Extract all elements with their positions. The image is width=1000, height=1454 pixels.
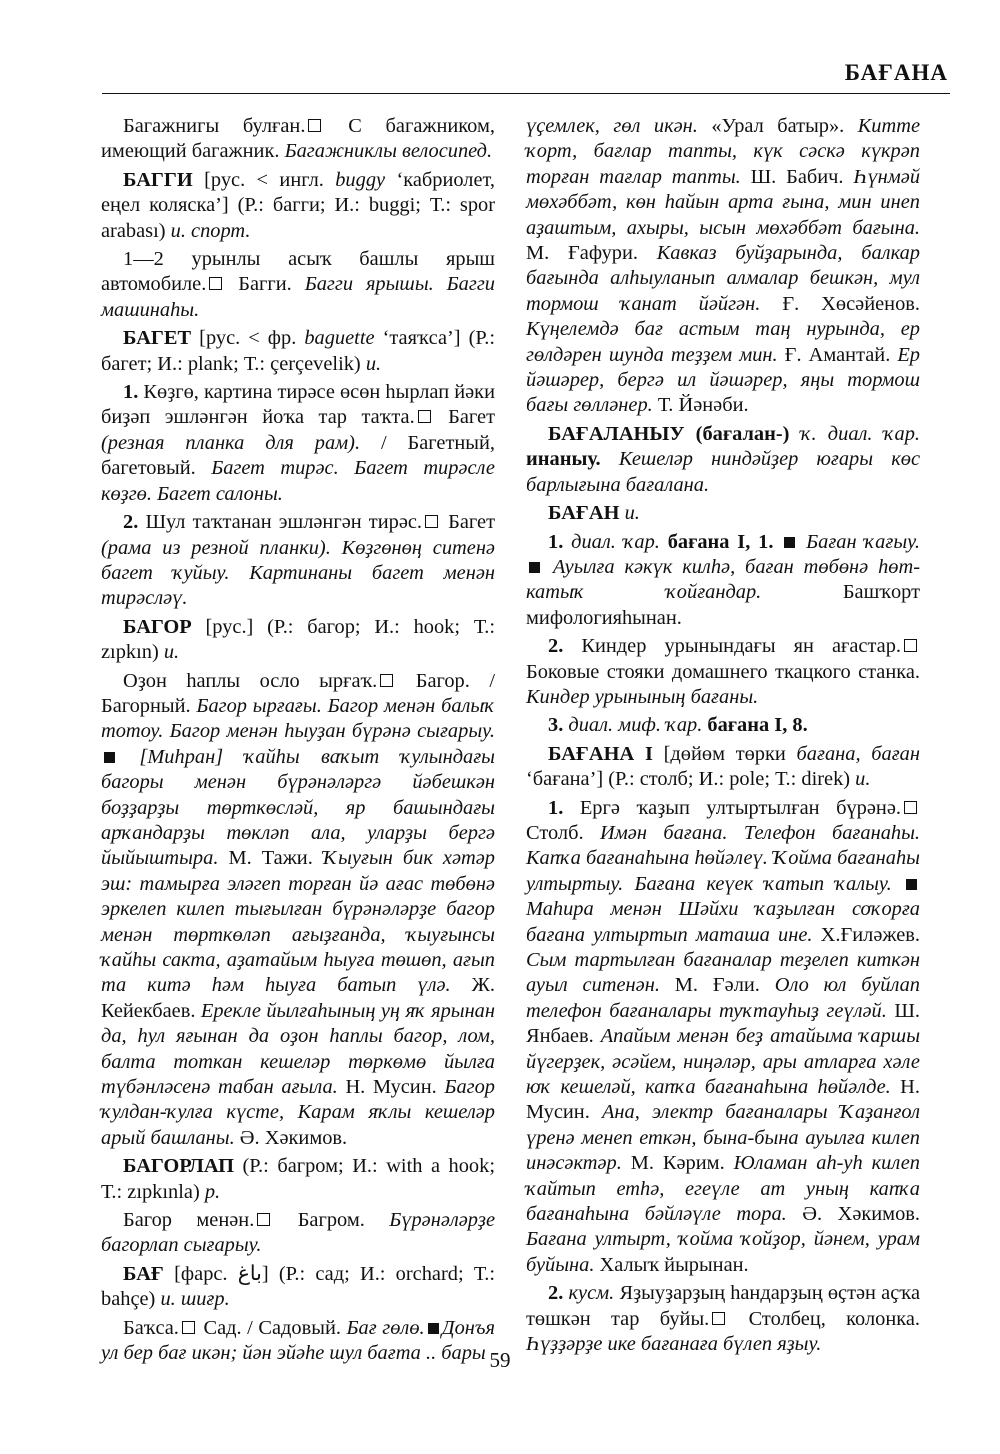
sense: Багор менән. Багром. Бүрәнәләрҙе багорлап сығарыу. (101, 1209, 496, 1257)
headword: БАҒАН (548, 502, 620, 525)
sense: Баҡса. Сад. / Садовый. Бағ гөлө. Донъя ул бер бағ икән; йән эйәһе шул бағта .. бары (101, 1316, 495, 1365)
entry-bagalanyu: БАҒАЛАНЫУ (бағалан-) ҡ. диал. ҡар. инаныу. Кешеләр ниндәйҙер юғары көс барлығына бағалана. (526, 422, 920, 496)
page-number: 59 (489, 1348, 511, 1372)
sense: 1. Көҙгө, картина тирәсе өсөн һырлап йәки биҙәп эшләнгән йоҡа тар таҡта. Багет (резная планка для рам). / Багетный, багетовый. Багет тирәс. Багет тирәсле көҙгө. Багет салоны. (101, 381, 495, 505)
black-square-icon (529, 562, 540, 573)
black-square-icon (104, 752, 115, 763)
entry-bagorlap: БАГОРЛАП (Р.: багром; И.: with a hook; Т.: zıpkınla) р. (101, 1155, 495, 1203)
entry-baggi: БАГГИ [рус. < ингл. buggy ‘кабриолет, еңел коляска’] (Р.: багги; И.: buggi; Т.: spor arabası) и. спорт. (101, 168, 495, 242)
square-marker-icon (418, 410, 431, 423)
headword: БАГОРЛАП (123, 1155, 234, 1178)
headword: БАҒАЛАНЫУ (548, 422, 685, 445)
sense: 2. Шул таҡтанан эшләнгән тирәс. Багет (рама из резной планки). Көҙгөнөң ситенә багет ҡуйыу. Картинаны багет менән тирәсләү. (101, 511, 495, 610)
square-marker-icon (712, 1312, 725, 1325)
square-marker-icon (257, 1213, 270, 1226)
headword: БАГЕТ (123, 327, 192, 350)
square-marker-icon (209, 277, 222, 290)
entry-bagana: БАҒАНА I [дөйөм төрки бағана, баған ‘бағана’] (Р.: столб; И.: pole; Т.: direk) и. (526, 742, 920, 791)
headword: БАҒ (123, 1262, 164, 1285)
square-marker-icon (904, 801, 917, 814)
sense: 2. кусм. Яҙыуҙарҙың һандарҙың өҫтән аҫҡа төшкән тар буйы. Столбец, колонка. Һүҙҙәрҙе ике бағанаға бүлеп яҙыу. (526, 1282, 921, 1356)
square-marker-icon (425, 515, 438, 528)
entry-continuation: Багажнигы булған. С багажником, имеющий багажник. Багажниклы велосипед. (101, 115, 495, 163)
running-head: БАҒАНА (844, 60, 948, 85)
sense: 1. Ергә ҡаҙып ултыртылған бүрәнә. Столб. Имән бағана. Телефон бағанаһы. Капҡа бағанаһына һөйәлеү. Ҡойма бағанаһы ултыртыу. Бағана кеүек ҡатып ҡалыу. Маһира менән Шәйхи ҡаҙылған соҡорға бағана ултыртып маташа ине. Х.Ғиләжев. Сым тартылған бағаналар теҙелеп киткән ауыл ситенән. М. Ғәли. Оло юл буйлап телефон бағаналары туҡтауһыҙ геүләй. Ш. Янбаев. Апайым менән беҙ атайыма ҡаршы йүгерҙек, әсәйем, ниңәләр, ары атларға хәле юҡ кешеләй, капҡа бағанаһына һөйәлде. Н. Мусин. Ана, электр бағаналары Ҡаҙанғол үренә менеп еткән, бына-бына ауылға килеп инәсәктәр. М. Кәрим. Юламан аһ-уһ килеп ҡайтып етһә, егеүле ат уның капҡа бағанаһына бәйләүле тора. Ә. Хәкимов. Бағана ултырт, ҡойма ҡойҙор, йәнем, урам буйына. Халыҡ йырынан. (526, 796, 921, 1276)
left-column (101, 114, 495, 1370)
square-marker-icon (308, 119, 321, 132)
black-square-icon (784, 537, 795, 548)
headword: БАҒАНА I (548, 742, 653, 765)
sense: Оҙон һаплы осло ырғаҡ. Багор. / Багорный. Багор ырғағы. Багор менән балыҡ тотоу. Багор менән һыуҙан бүрәнә сығарыу. [Миһран] ҡайһы ваҡыт ҡулындағы багоры менән бүрәнәләргә йәбешкән боҙҙарҙы төрткөсләй, яр башындағы арҡандарҙы төкләп ала, уларҙы бергә йыйыштыра. М. Тажи. Ҡыуғын бик хәтәр эш: тамырға эләгеп торған йә ағас төбөнә эркелеп килеп тығылған бүрәнәләрҙе багор менән төрткөләп ағыҙғанда, ҡыуғынсы ҡайһы сакта, аҙатайым һыуға төшөп, ағып та китә һәм һыуға батып үлә. Ж. Кейекбаев. Ерекле йылғаһының уң яҡ ярынан да, һул яғынан да оҙон һаплы багор, лом, балта тоткан кешеләр төркөмө йылға түбәнләсенә табан ағыла. Н. Мусин. Багор ҡулдан-ҡулға күсте, Карам яҡлы кешеләр арый башланы. Ә. Хәкимов. (101, 669, 496, 1149)
square-marker-icon (904, 639, 917, 652)
sense: 3. диал. миф. ҡар. бағана I, 8. (548, 714, 808, 737)
black-square-icon (428, 1323, 439, 1334)
headword: БАГГИ (123, 168, 193, 191)
square-marker-icon (182, 1321, 195, 1334)
black-square-icon (906, 879, 917, 890)
sense: 1—2 урынлы асыҡ башлы ярыш автомобиле. Багги. Багги ярышы. Багги машинаһы. (101, 248, 495, 321)
sense: 2. Киндер урынындағы ян ағастар. Боковые стояки домашнего ткацкого станка. Киндер урынының бағаны. (526, 635, 920, 708)
entry-baget: БАГЕТ [рус. < фр. baguette ‘таяҡса’] (Р.: багет; И.: plank; Т.: çerçevelik) и. (101, 327, 495, 375)
entry-bagan: БАҒАН и. (548, 502, 640, 525)
entry-bagor: БАГОР [рус.] (Р.: багор; И.: hook; Т.: zıpkın) и. (101, 615, 495, 664)
entry-continuation: үҫемлек, гөл икән. «Урал батыр». Китте ҡорт, бағлар тапты, күк сәскә күкрәп торған тағлар тапты. Ш. Бабич. Һүнмәй мөхәббәт, көн һайын арта ғына, мин инеп аҙаштым, ахыры, ысын мөхәббәт бағына. М. Ғафури. Кавказ буйҙарында, балкар бағында алһыуланып алмалар бешкән, мул тормош ҡанат йәйгән. Ғ. Хөсәйенов. Күңелемдә бағ астым таң нурында, ер гөлдәрен шунда теҙҙем мин. Ғ. Амантай. Ер йәшәрер, бергә ил йәшәрер, яңы тормош бағы гөлләнер. Т. Йәнәби. (526, 115, 921, 417)
headword: БАГОР (123, 615, 192, 638)
entry-bag: БАҒ [фарс. باغ] (Р.: сад; И.: orchard; Т.: bahçe) и. шиғр. (101, 1262, 496, 1311)
sense: 1. диал. ҡар. бағана I, 1. Баған ҡағыу. Ауылға кәкүк килһә, баған төбөнә һөт-катыҡ ҡойғандар. Башҡорт мифологияһынан. (526, 530, 921, 629)
right-column (526, 114, 920, 1361)
header-rule (102, 93, 950, 94)
square-marker-icon (380, 674, 393, 687)
